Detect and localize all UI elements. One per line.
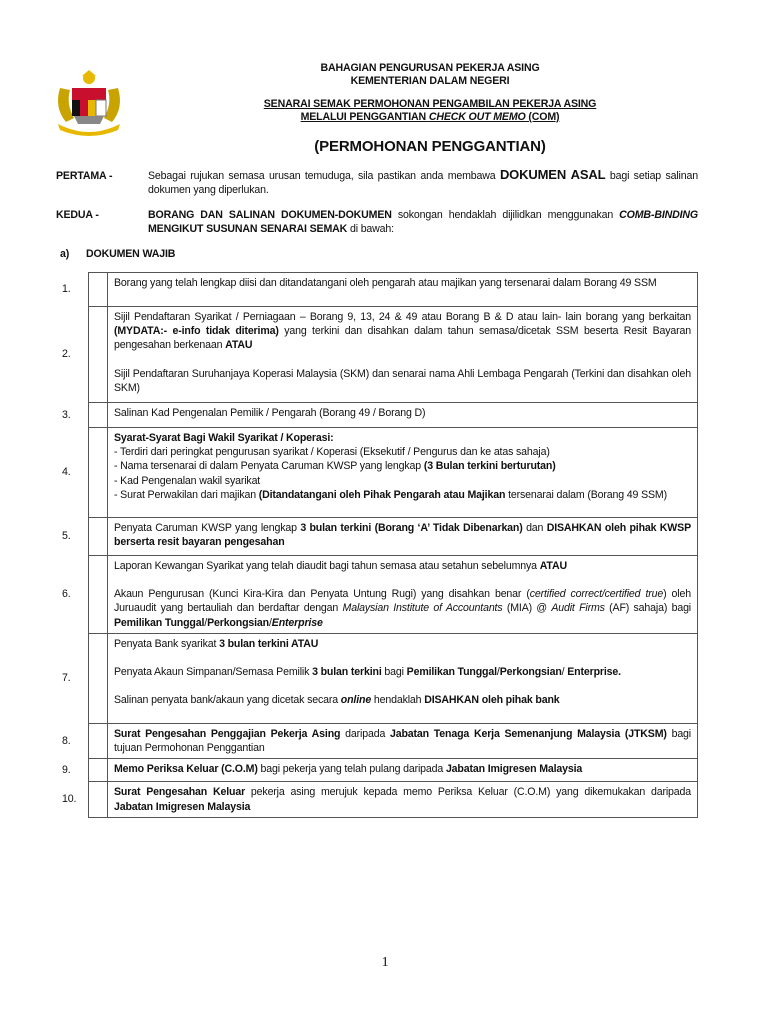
page-number: 1 — [381, 955, 389, 970]
checkbox-cell[interactable] — [89, 759, 108, 782]
checkbox-cell[interactable] — [89, 782, 108, 817]
requirement-paragraph — [114, 637, 691, 651]
text-run: certified correct/certified true — [529, 588, 664, 601]
kedua-label: KEDUA - — [56, 209, 99, 221]
text-run: bagi tujuan Permohonan Penggantian — [114, 728, 692, 755]
text-run: Pemilikan Tunggal — [114, 616, 205, 629]
text-run: Surat Pengesahan Keluar — [114, 786, 246, 799]
text-run: - Surat Perwakilan dari majikan — [114, 488, 259, 501]
ministry-name: KEMENTERIAN DALAM NEGERI — [350, 75, 510, 87]
text-run: Salinan penyata bank/akaun yang dicetak secara — [114, 694, 341, 707]
document-title-line1: SENARAI SEMAK PERMOHONAN PENGAMBILAN PEKERJA ASING — [263, 98, 597, 110]
item-number: 9. — [62, 763, 71, 776]
text-run: Sijil Pendaftaran Suruhanjaya Koperasi Malaysia (SKM) dan senarai nama Ahli Lembaga Pengarah (Terkini dan disahkan oleh SKM) — [114, 367, 691, 394]
text-run: ATAU — [539, 560, 567, 572]
text-run: ATAU — [225, 339, 253, 352]
item-number: 5. — [62, 530, 71, 542]
text-run: hendaklah — [371, 694, 425, 707]
text-run: / — [269, 616, 272, 629]
text-run: Jabatan Imigresen Malaysia — [114, 800, 251, 813]
text-run: (MYDATA:- e-info tidak diterima) — [114, 325, 279, 338]
checklist-row — [89, 403, 698, 428]
text-run: / — [496, 666, 500, 679]
text-run: DISAHKAN oleh pihak bank — [424, 694, 560, 707]
text-run: Jabatan Tenaga Kerja Semenanjung Malaysia (JTKSM) — [389, 728, 667, 740]
section-title: DOKUMEN WAJIB — [86, 248, 176, 260]
text-run: pekerja asing merujuk kepada memo Periksa Keluar (C.O.M) yang dikemukakan daripada — [245, 786, 692, 799]
text-run: Malaysian Institute of Accountants — [342, 602, 503, 615]
text-run: bagi pekerja yang telah pulang daripada — [257, 763, 446, 776]
checkbox-cell[interactable] — [89, 273, 108, 307]
requirement-paragraph — [114, 762, 691, 776]
text-run: Memo Periksa Keluar (C.O.M) — [114, 763, 258, 776]
requirement-paragraph — [114, 727, 691, 755]
requirement-paragraph — [114, 367, 691, 395]
checklist-row — [89, 556, 698, 634]
text-run: tersenarai dalam (Borang 49 SSM) — [505, 488, 667, 501]
text-run: Borang yang telah lengkap diisi dan ditandatangani oleh pengarah atau majikan yang tersenarai dalam Borang 49 SSM — [114, 277, 657, 289]
department-name: BAHAGIAN PENGURUSAN PEKERJA ASING — [320, 62, 540, 74]
checkbox-cell[interactable] — [89, 556, 108, 634]
requirement-text — [108, 518, 698, 556]
pertama-text — [148, 168, 698, 197]
section-label: a) — [60, 248, 70, 260]
requirement-paragraph — [114, 785, 691, 813]
checkbox-cell[interactable] — [89, 428, 108, 518]
item-number: 3. — [62, 408, 71, 421]
requirement-paragraph — [114, 459, 691, 473]
requirement-paragraph — [114, 431, 691, 445]
text-run: - Terdiri dari peringkat pengurusan syarikat / Koperasi (Eksekutif / Pengurus dan ke atas sahaja) — [114, 446, 550, 459]
text-run: Perkongsian — [499, 666, 562, 679]
requirement-paragraph — [114, 587, 691, 630]
checkbox-cell[interactable] — [89, 518, 108, 556]
text-run: MENGIKUT SUSUNAN SENARAI SEMAK — [148, 223, 348, 235]
checkbox-cell[interactable] — [89, 634, 108, 724]
requirement-paragraph — [114, 310, 691, 353]
text-run: Laporan Kewangan Syarikat yang telah diaudit bagi tahun semasa atau setahun sebelumnya — [114, 560, 540, 572]
text-run: DOKUMEN ASAL — [499, 167, 606, 182]
checklist-row — [89, 518, 698, 556]
text-run: 3 bulan terkini (Borang ‘A’ Tidak Dibenarkan) — [300, 522, 523, 534]
text-run: daripada — [340, 728, 390, 740]
item-number: 8. — [62, 734, 71, 747]
requirement-text — [108, 307, 698, 403]
text-run: Audit Firms — [551, 602, 605, 615]
item-number: 2. — [62, 348, 71, 360]
malaysia-coat-of-arms-logo — [52, 68, 126, 140]
checklist-table — [88, 272, 698, 818]
text-run: yang terkini dan disahkan dalam tahun semasa/dicetak SSM beserta Resit Bayaran pengesahan berkenaan — [114, 325, 691, 352]
pertama-label: PERTAMA - — [56, 170, 113, 182]
item-number: 7. — [62, 672, 71, 684]
text-run: Syarat-Syarat Bagi Wakil Syarikat / Koperasi: — [114, 432, 334, 444]
text-run: / — [561, 666, 568, 679]
checklist-row — [89, 634, 698, 724]
requirement-text — [108, 724, 698, 759]
text-run: Jabatan Imigresen Malaysia — [445, 763, 583, 776]
text-run: (3 Bulan terkini berturutan) — [423, 460, 556, 473]
text-run: COMB-BINDING — [619, 209, 698, 221]
requirement-paragraph — [114, 559, 691, 573]
text-run: (MIA) @ — [502, 602, 552, 615]
text-run: / — [204, 616, 208, 629]
text-run: ) oleh Juruaudit yang bertauliah dan berdaftar dengan — [114, 588, 691, 615]
text-run: Penyata Bank syarikat — [114, 638, 220, 650]
text-run: online — [340, 694, 372, 707]
text-run: Surat Pengesahan Penggajian Pekerja Asing — [114, 728, 341, 740]
requirement-paragraph — [114, 488, 691, 502]
checklist-row — [89, 273, 698, 307]
text-run: dan — [522, 522, 547, 534]
text-run: Enterprise. — [567, 666, 621, 679]
checklist-row — [89, 782, 698, 817]
checklist-row — [89, 428, 698, 518]
text-run: Sijil Pendaftaran Syarikat / Perniagaan – Borang 9, 13, 24 & 49 atau Borang B & D atau lain- lain borang yang berkaitan — [114, 311, 691, 323]
text-run: DISAHKAN oleh pihak KWSP berserta resit bayaran pengesahan — [114, 522, 691, 549]
text-run: Sebagai rujukan semasa urusan temuduga, sila pastikan anda membawa — [148, 170, 500, 182]
text-run: (AF) sahaja) bagi — [604, 602, 692, 615]
item-number: 6. — [62, 588, 71, 600]
requirement-paragraph — [114, 693, 691, 707]
requirement-paragraph — [114, 521, 691, 549]
requirement-text — [108, 759, 698, 782]
checklist-row — [89, 724, 698, 759]
checkbox-cell[interactable] — [89, 724, 108, 759]
checklist-row — [89, 759, 698, 782]
text-run: sokongan hendaklah dijilidkan menggunakan — [391, 209, 620, 221]
text-run: Penyata Akaun Simpanan/Semasa Pemilik — [114, 666, 313, 679]
text-run: - Kad Pengenalan wakil syarikat — [114, 474, 261, 487]
requirement-text — [108, 403, 698, 428]
checkbox-cell[interactable] — [89, 307, 108, 403]
text-run: Pemilikan Tunggal — [406, 666, 497, 679]
checklist-row — [89, 307, 698, 403]
text-run: bagi — [381, 666, 407, 679]
text-run: 3 bulan terkini ATAU — [219, 638, 319, 650]
requirement-text — [108, 273, 698, 307]
requirement-paragraph — [114, 276, 691, 290]
document-subtitle: (PERMOHONAN PENGGANTIAN) — [314, 138, 546, 155]
document-title-line2: MELALUI PENGGANTIAN CHECK OUT MEMO (COM) — [300, 111, 560, 123]
text-run: bagi setiap salinan dokumen yang diperlukan. — [148, 170, 698, 196]
requirement-text — [108, 556, 698, 634]
checkbox-cell[interactable] — [89, 403, 108, 428]
requirement-paragraph — [114, 665, 691, 679]
text-run: (Ditandatangani oleh Pihak Pengarah atau Majikan — [258, 488, 506, 501]
text-run: Enterprise — [271, 616, 323, 629]
text-run: Penyata Caruman KWSP yang lengkap — [114, 522, 301, 534]
requirement-paragraph — [114, 406, 691, 420]
kedua-text — [148, 208, 698, 236]
text-run: BORANG DAN SALINAN DOKUMEN-DOKUMEN — [148, 209, 392, 221]
item-number: 4. — [62, 466, 71, 478]
text-run: - Nama tersenarai di dalam Penyata Caruman KWSP yang lengkap — [114, 460, 424, 473]
text-run: di bawah: — [347, 223, 394, 235]
item-number: 1. — [62, 283, 71, 295]
text-run: 3 bulan terkini — [312, 666, 382, 679]
requirement-text — [108, 634, 698, 724]
item-number: 10. — [62, 792, 77, 805]
text-run: Salinan Kad Pengenalan Pemilik / Pengarah (Borang 49 / Borang D) — [114, 407, 426, 419]
requirement-paragraph — [114, 474, 691, 488]
requirement-text — [108, 782, 698, 817]
requirement-paragraph — [114, 445, 691, 459]
text-run: Akaun Pengurusan (Kunci Kira-Kira dan Penyata Untung Rugi) yang disahkan benar ( — [114, 588, 530, 601]
requirement-text — [108, 428, 698, 518]
text-run: Perkongsian — [207, 616, 269, 629]
